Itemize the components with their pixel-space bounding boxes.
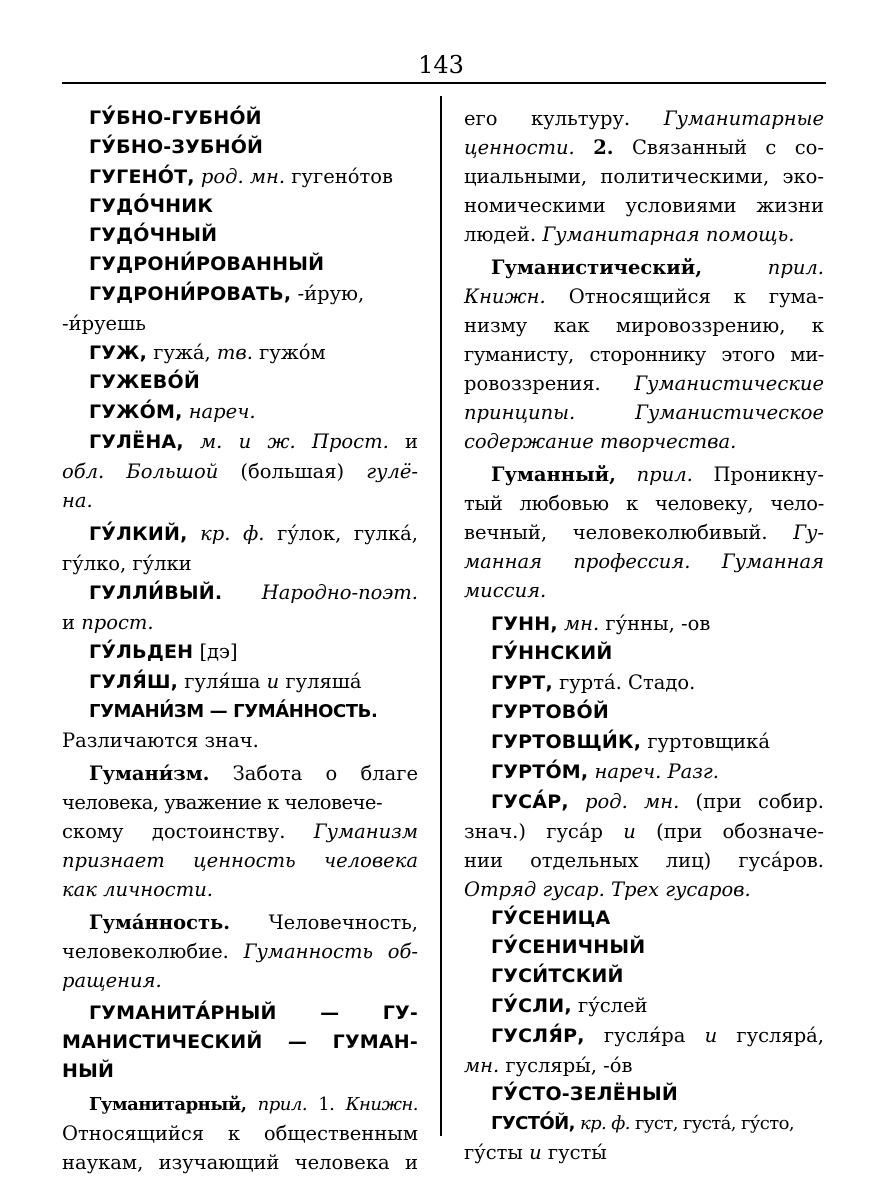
entry-gumanitarnyi-group: ГУМАНИТА́РНЫЙ — ГУ-: [89, 1002, 418, 1024]
headword: ГУ́ЛЬДЕН: [89, 641, 194, 663]
word-form: гу́нны, -ов: [605, 612, 711, 635]
sense-number: 1.: [318, 1094, 335, 1115]
word-form: гугено́тов: [291, 165, 393, 188]
grammar-label: прил.: [767, 256, 824, 279]
headword: ГУРТ,: [491, 672, 553, 694]
headword: ГУЛЁНА,: [89, 431, 184, 453]
example: Большой: [126, 460, 219, 483]
entry-gulden: [62, 637, 418, 667]
word-form: гу́лок, гулка́,: [277, 522, 418, 545]
definition-line: циальными, политическими, эко-: [464, 165, 824, 188]
entry-gurt: [464, 668, 824, 698]
example: (большая): [240, 460, 345, 483]
word-form: гуртовщика́: [647, 730, 770, 753]
grammar-label: кр. ф.: [579, 1113, 630, 1134]
headword: ГУРТОВЩИ́К,: [491, 731, 642, 753]
entry-gunn: [464, 609, 824, 639]
example-line: как личности.: [62, 878, 213, 901]
subheadword: Гуманистический,: [491, 256, 703, 279]
definition-line: [464, 518, 824, 547]
definition: Забота о благе: [232, 762, 418, 785]
entry-gumanitarnyi-group-end: НЫЙ: [62, 1060, 115, 1082]
definition: Проникну-: [713, 463, 824, 486]
entry-guzhevoi: ГУЖЕВО́Й: [89, 371, 200, 393]
definition: ровоззрения.: [464, 372, 601, 395]
definition-line: [62, 817, 418, 846]
example: Гу-: [793, 521, 825, 544]
word-form: гуля́ша: [184, 670, 261, 693]
example: ценности.: [464, 136, 575, 159]
entry-gurtovoi: ГУРТОВО́Й: [491, 701, 609, 723]
entry-gullivyi: [62, 578, 418, 608]
definition-line: наукам, изучающий человека и: [62, 1151, 418, 1174]
headword: ГУРТО́М,: [491, 761, 589, 783]
entry-gustoi-cont: [464, 1138, 824, 1167]
grammar-label: кр. ф.: [200, 522, 265, 545]
column-divider: [440, 96, 442, 1136]
pronunciation: [дэ]: [199, 640, 238, 663]
entry-gugenot: [62, 162, 418, 192]
definition: скому достоинству.: [62, 820, 286, 843]
example-line: Отряд гусар. Трех гусаров.: [464, 878, 751, 901]
grammar-label: мн.: [563, 612, 600, 635]
headword: ГУ́ЛКИЙ,: [89, 523, 188, 545]
grammar-label: мн.: [464, 1054, 500, 1077]
word-form: -и́рую,: [297, 282, 365, 305]
entry-gudronirovat-cont: -и́руешь: [62, 312, 146, 335]
word-form: гужо́м: [259, 341, 326, 364]
entry-gulena: [62, 427, 418, 457]
usage-label: Книжн.: [345, 1094, 418, 1115]
entry-gumanizm-gumannost-note: Различаются знач.: [62, 729, 259, 752]
entry-gusenitsa: ГУ́СЕНИЦА: [491, 907, 611, 929]
conjunction: и: [529, 1141, 542, 1164]
grammar-label: м. и ж. Прост.: [199, 430, 389, 453]
word-form: гусляры́, -о́в: [505, 1054, 633, 1077]
entry-gulena-end: на.: [62, 489, 93, 512]
headword: ГУ́СЛИ,: [491, 995, 572, 1017]
grammar-label: нареч. Разг.: [594, 760, 719, 783]
sense-number: 2.: [593, 136, 614, 159]
word-form: гурта́. Стадо.: [559, 671, 696, 694]
entry-gusitskii: ГУСИ́ТСКИЙ: [491, 965, 624, 987]
headword: ГУЛЯ́Ш,: [89, 671, 179, 693]
usage-label: обл.: [62, 460, 105, 483]
definition: Человечность,: [268, 911, 418, 934]
entry-gustoi: [464, 1109, 824, 1138]
definition-line: номическими условиями жизни: [464, 194, 824, 217]
conjunction: и: [623, 820, 636, 843]
entry-gurtom: [464, 757, 824, 787]
word-form: гу́слей: [578, 994, 648, 1017]
entry-gumanizm-gumannost: ГУМАНИ́ЗМ — ГУМА́ННОСТЬ.: [89, 701, 378, 722]
definition: Относящийся к гума-: [568, 285, 824, 308]
example: Гуманистические: [634, 372, 824, 395]
entry-gulkii: [62, 519, 418, 549]
grammar-label: прил.: [636, 463, 693, 486]
entry-gudronirovannyi: ГУДРОНИ́РОВАННЫЙ: [89, 253, 325, 275]
entry-gurtovshchik: [464, 727, 824, 757]
word-form: гу́сты: [464, 1141, 523, 1164]
definition-line: [464, 282, 824, 311]
subheadword: Гуманитарный,: [89, 1094, 247, 1115]
grammar-label: тв.: [216, 341, 253, 364]
entry-gulkii-cont: гу́лко, гу́лки: [62, 552, 192, 575]
entry-guslyar-cont: [464, 1051, 824, 1080]
entry-gumanisticheskii: [464, 253, 824, 282]
left-column: [62, 104, 418, 1177]
entry-guzhom: [62, 397, 418, 427]
definition-line: нии отдельных лиц) гуса́ров.: [464, 849, 824, 872]
conjunction: и: [266, 670, 280, 693]
grammar-label: нареч.: [188, 400, 256, 423]
conjunction: и: [405, 430, 419, 453]
definition: Связанный с со-: [631, 136, 824, 159]
example: Гуманизм: [313, 820, 418, 843]
example-line: манная профессия. Гуманная: [464, 550, 824, 573]
example-line: содержание творчества.: [464, 430, 737, 453]
example-line: ращения.: [62, 969, 162, 992]
entry-gumanizm: [62, 759, 418, 788]
grammar-label: прил.: [257, 1094, 308, 1115]
headword: ГУСА́Р,: [491, 791, 569, 813]
definition-line: [464, 104, 824, 133]
word-form: густы́: [547, 1141, 607, 1164]
right-column: [464, 104, 824, 1167]
subheadword: Гума́нность.: [89, 911, 231, 934]
headword: ГУЖ,: [89, 342, 148, 364]
example: Гуманность об-: [243, 940, 418, 963]
definition-line: [464, 133, 824, 162]
headword: ГУЛЛИ́ВЫЙ.: [89, 582, 223, 604]
example: Гуманитарные: [663, 107, 824, 130]
word-form: гусляра́,: [736, 1024, 824, 1047]
definition: вечный, человеколюбивый.: [464, 521, 768, 544]
conjunction: и: [704, 1024, 718, 1047]
definition-line: человека, уважение к человече-: [62, 791, 383, 814]
conjunction: и: [62, 611, 75, 634]
subheadword: Гумани́зм.: [89, 762, 210, 785]
word-form: гусля́ра: [603, 1024, 686, 1047]
definition-line: низму как мировоззрению, к: [464, 314, 824, 337]
word-form: гужа́,: [153, 341, 211, 364]
entry-gusenichnyi: ГУ́СЕНИЧНЫЙ: [491, 936, 646, 958]
entry-gubno-gubnoi: ГУ́БНО-ГУБНО́Й: [89, 107, 262, 129]
entry-gubno-zubnoi: ГУ́БНО-ЗУБНО́Й: [89, 136, 264, 158]
definition-line: [464, 220, 824, 249]
example-line: принципы. Гуманистическое: [464, 401, 824, 424]
headword: ГУСТО́Й,: [491, 1113, 575, 1134]
entry-guliash: [62, 667, 418, 697]
entry-gudronirovat: [62, 279, 418, 309]
entry-gumannyi: [464, 460, 824, 489]
entry-gumannost: [62, 908, 418, 937]
entry-gumanitarnyi: [62, 1090, 418, 1119]
header-rule: [62, 82, 826, 84]
definition-line: [464, 817, 824, 846]
grammar-label: род. мн.: [585, 790, 680, 813]
headword: ГУСЛЯ́Р,: [491, 1025, 585, 1047]
definition: человеколюбие.: [62, 940, 229, 963]
example-line: миссия.: [464, 579, 547, 602]
entry-gullivyi-cont: [62, 608, 418, 637]
usage-label: прост.: [81, 611, 154, 634]
definition: знач.) гуса́р: [464, 820, 603, 843]
word-form: гуляша́: [285, 670, 362, 693]
entry-gudochnik: ГУДО́ЧНИК: [89, 195, 214, 217]
definition: (при обозначе-: [656, 820, 824, 843]
headword: ГУГЕНО́Т,: [89, 166, 195, 188]
definition: (при собир.: [695, 790, 824, 813]
subheadword: Гуманный,: [491, 463, 616, 486]
entry-guslyar: [464, 1021, 824, 1051]
entry-gusli: [464, 991, 824, 1021]
entry-gumanitarnyi-group-cont: МАНИСТИЧЕСКИЙ — ГУМАН-: [62, 1031, 418, 1053]
definition-line: тый любовью к человеку, чело-: [464, 492, 824, 515]
example: Гуманитарная помощь.: [542, 223, 795, 246]
headword: ГУДРОНИ́РОВАТЬ,: [89, 283, 292, 305]
usage-label: Народно-поэт.: [261, 581, 418, 604]
definition-line: Относящийся к общественным: [62, 1122, 418, 1145]
definition-line: гуманисту, стороннику этого ми-: [464, 343, 824, 366]
definition: его культуру.: [464, 107, 631, 130]
example-line: признает ценность человека: [62, 849, 418, 872]
definition: людей.: [464, 223, 537, 246]
example: гулё-: [366, 460, 418, 483]
entry-gusto-zelenyi: ГУ́СТО-ЗЕЛЁНЫЙ: [491, 1083, 679, 1105]
entry-gusar: [464, 787, 824, 817]
definition-line: [62, 937, 418, 966]
page-number: 143: [418, 51, 464, 79]
headword: ГУЖО́М,: [89, 401, 183, 423]
entry-guzh: [62, 338, 418, 368]
entry-gulena-cont: [62, 457, 418, 486]
entry-gudochnyi: ГУДО́ЧНЫЙ: [89, 224, 218, 246]
grammar-label: род. мн.: [200, 165, 286, 188]
definition-line: [464, 369, 824, 398]
headword: ГУНН,: [491, 613, 558, 635]
word-form: густ, густа́, гу́сто,: [635, 1113, 794, 1134]
entry-gunnskii: ГУ́ННСКИЙ: [491, 642, 613, 664]
usage-label: Книжн.: [464, 285, 546, 308]
